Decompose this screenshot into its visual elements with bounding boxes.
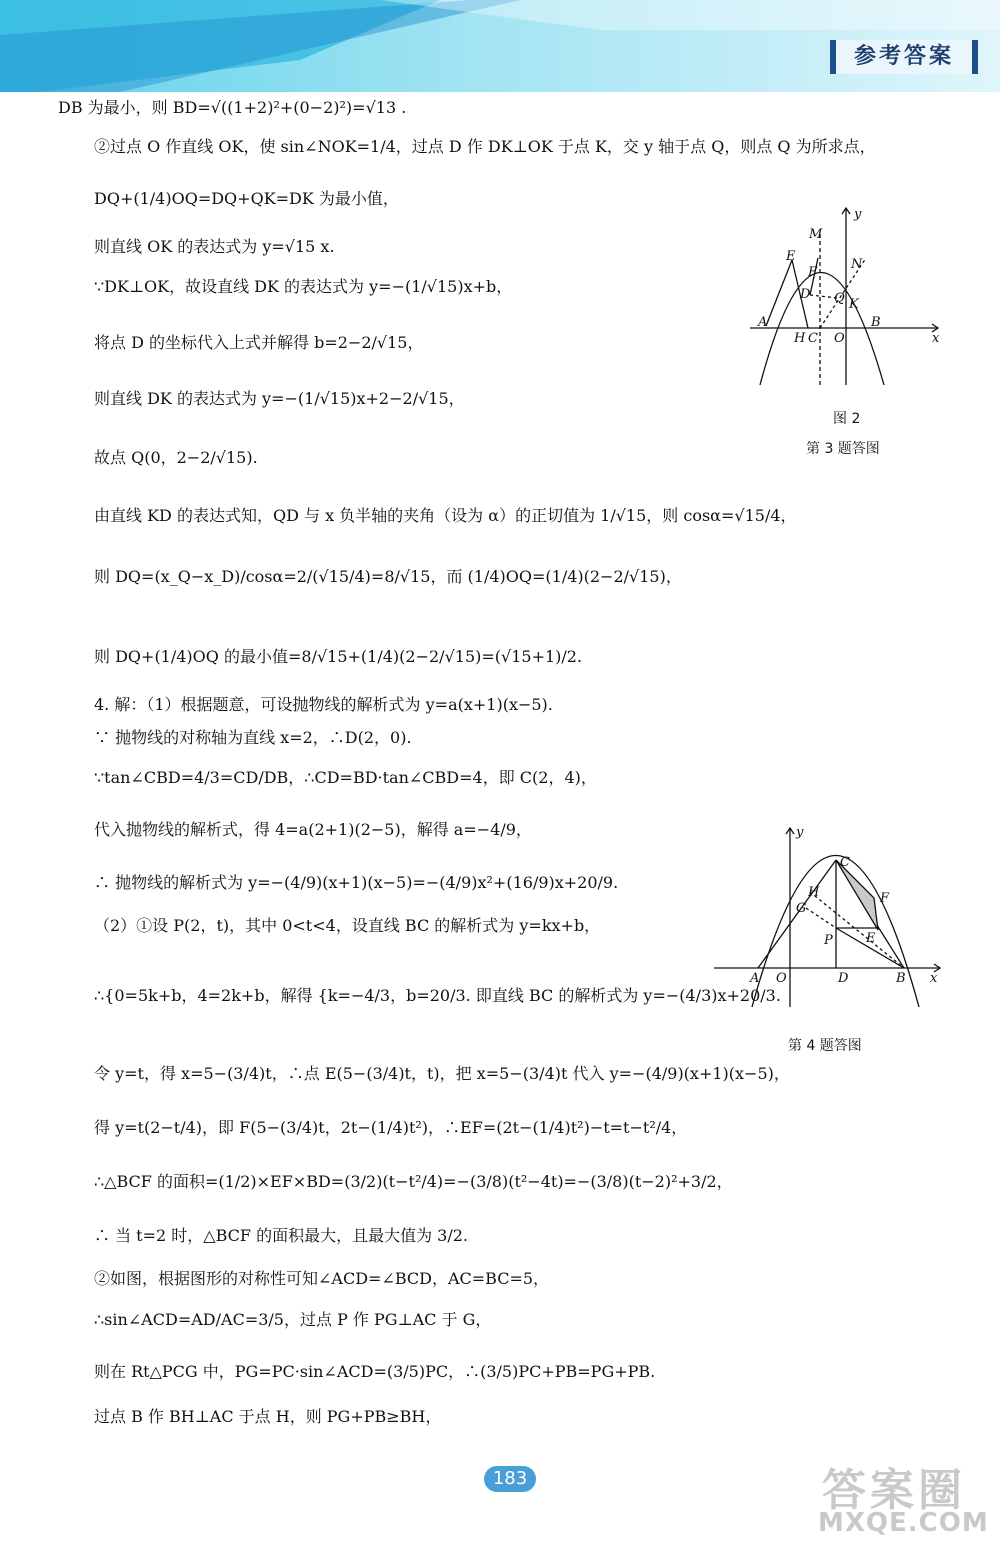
label-g: G	[796, 901, 807, 916]
solution-line: ②如图，根据图形的对称性可知∠ACD=∠BCD，AC=BC=5，	[94, 1269, 550, 1288]
solution-line: 4. 解：（1）根据题意，可设抛物线的解析式为 y=a(x+1)(x−5).	[94, 695, 553, 714]
solution-line: 令 y=t，得 x=5−(3/4)t，∴点 E(5−(3/4)t，t)，把 x=5−(3/4)t 代入 y=−(4/9)(x+1)(x−5)，	[94, 1064, 790, 1083]
solution-line: ∵DK⊥OK，故设直线 DK 的表达式为 y=−(1/√15)x+b，	[94, 277, 513, 296]
solution-line: 将点 D 的坐标代入上式并解得 b=2−2/√15，	[94, 333, 424, 352]
solution-line: 过点 B 作 BH⊥AC 于点 H，则 PG+PB≥BH，	[94, 1407, 442, 1426]
solution-line: ②过点 O 作直线 OK，使 sin∠NOK=1/4，过点 D 作 DK⊥OK 于点 K，交 y 轴于点 Q，则点 Q 为所求点，	[94, 137, 876, 156]
label-y: y	[796, 825, 804, 840]
triangle-bcf	[836, 860, 878, 930]
solution-line: 得 y=t(2−t/4)，即 F(5−(3/4)t，2t−(1/4)t²)，∴EF=(2t−(1/4)t²)−t=t−t²/4，	[94, 1118, 688, 1137]
segment-pg	[806, 908, 836, 928]
solution-line: 则 DQ=(x_Q−x_D)/cosα=2/(√15/4)=8/√15，而 (1/4)OQ=(1/4)(2−2/√15)，	[94, 567, 682, 586]
solution-line: ∴△BCF 的面积=(1/2)×EF×BD=(3/2)(t−t²/4)=−(3/8)(t²−4t)=−(3/8)(t−2)²+3/2，	[94, 1172, 733, 1191]
solution-line: DQ+(1/4)OQ=DQ+QK=DK 为最小值，	[94, 189, 399, 208]
label-a: A	[750, 971, 760, 986]
label-e: E	[786, 249, 796, 264]
label-x: x	[932, 331, 940, 346]
label-q: Q	[834, 291, 845, 306]
solution-line: （2）①设 P(2，t)，其中 0<t<4，设直线 BC 的解析式为 y=kx+b，	[94, 916, 601, 935]
figure-q4-caption: 第 4 题答图	[788, 1038, 862, 1054]
label-c: C	[840, 855, 850, 870]
solution-line: ∴ 抛物线的解析式为 y=−(4/9)(x+1)(x−5)=−(4/9)x²+(16/9)x+20/9.	[94, 873, 619, 892]
figure-q3	[750, 200, 950, 395]
header-banner	[0, 0, 1000, 92]
label-h: H	[794, 331, 806, 346]
label-d: D	[800, 287, 811, 302]
figure-q3-caption: 第 3 题答图	[806, 441, 880, 457]
segment-bh	[810, 892, 904, 968]
label-n: N	[851, 257, 863, 272]
label-h: H	[808, 885, 820, 900]
watermark-url: MXQE.COM	[818, 1508, 989, 1538]
label-p: P	[824, 933, 833, 948]
solution-line: 则在 Rt△PCG 中，PG=PC·sin∠ACD=(3/5)PC，∴(3/5)PC+PB=PG+PB.	[94, 1362, 656, 1381]
header-title: 参考答案	[830, 40, 978, 74]
solution-line: ∵ 抛物线的对称轴为直线 x=2，∴D(2，0).	[94, 728, 412, 747]
solution-line: ∴sin∠ACD=AD/AC=3/5，过点 P 作 PG⊥AC 于 G，	[94, 1310, 492, 1329]
label-e: E	[866, 931, 876, 946]
segment-ae	[766, 260, 792, 326]
label-x: x	[930, 971, 938, 986]
label-b: B	[871, 315, 881, 330]
label-o: O	[776, 971, 787, 986]
solution-line: 则直线 DK 的表达式为 y=−(1/√15)x+2−2/√15，	[94, 389, 465, 408]
watermark-text: 答案圈	[822, 1465, 966, 1516]
label-d: D	[838, 971, 849, 986]
solution-line: 则直线 OK 的表达式为 y=√15 x.	[94, 237, 335, 256]
solution-line: DB 为最小，则 BD=√((1+2)²+(0−2)²)=√13 .	[58, 98, 407, 117]
label-f: F	[808, 265, 818, 280]
figure-q3-caption-sub: 图 2	[833, 411, 861, 427]
label-o: O	[834, 331, 845, 346]
label-m: M	[809, 227, 823, 242]
solution-line: ∵tan∠CBD=4/3=CD/DB，∴CD=BD·tan∠CBD=4，即 C(2，4)，	[94, 768, 597, 787]
solution-line: 则 DQ+(1/4)OQ 的最小值=8/√15+(1/4)(2−2/√15)=(√15+1)/2.	[94, 647, 583, 666]
label-a: A	[758, 315, 768, 330]
page-number: 183	[484, 1466, 536, 1492]
solution-line: 由直线 KD 的表达式知，QD 与 x 负半轴的夹角（设为 α）的正切值为 1/√15，则 cosα=√15/4，	[94, 506, 797, 525]
solution-line: ∴ 当 t=2 时，△BCF 的面积最大，且最大值为 3/2.	[94, 1226, 468, 1245]
solution-line: 代入抛物线的解析式，得 4=a(2+1)(2−5)，解得 a=−4/9，	[94, 820, 532, 839]
solution-line: ∴{0=5k+b，4=2k+b，解得 {k=−4/3，b=20/3. 即直线 BC 的解析式为 y=−(4/3)x+20/3.	[94, 986, 781, 1005]
figure-q4	[712, 822, 947, 1012]
label-b: B	[896, 971, 906, 986]
label-f: F	[880, 891, 890, 906]
label-y: y	[854, 207, 862, 222]
label-c: C	[808, 331, 818, 346]
watermark-logo	[818, 1454, 993, 1540]
solution-line: 故点 Q(0，2−2/√15).	[94, 448, 258, 467]
parabola	[760, 273, 884, 386]
label-k: K	[849, 297, 859, 312]
